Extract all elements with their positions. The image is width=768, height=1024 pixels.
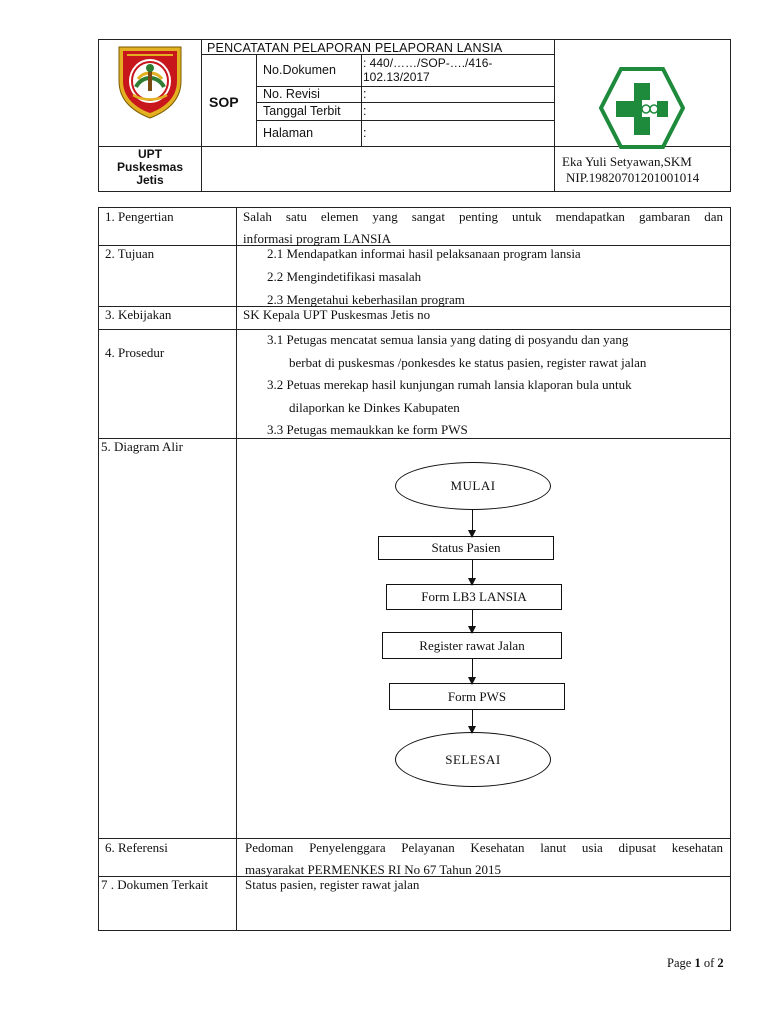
section-label-pengertian: 1. Pengertian <box>105 209 174 224</box>
org-name-line: UPT <box>138 147 162 161</box>
tujuan-item: 2.1 Mendapatkan informai hasil pelaksanaan program lansia <box>267 246 581 261</box>
column-divider <box>236 208 237 931</box>
section-pengertian-text <box>243 209 723 247</box>
prosedur-line: 3.1 Petugas mencatat semua lansia yang dating di posyandu dan yang <box>267 332 629 347</box>
field-value-line: 102.13/2017 <box>363 70 430 84</box>
org-name-line: Jetis <box>136 173 164 187</box>
page-of: of <box>703 956 715 970</box>
flowchart-start-oval <box>395 462 551 510</box>
header-divider <box>256 55 257 147</box>
section-label-prosedur: 4. Prosedur <box>105 345 165 360</box>
header-divider <box>201 40 202 192</box>
field-label-tanggal-terbit: Tanggal Terbit <box>263 104 341 118</box>
flowchart-step-label: Form PWS <box>447 688 507 704</box>
section-label-diagram-alir: 5. Diagram Alir <box>101 439 183 454</box>
page-word: Page <box>667 956 692 970</box>
row-divider <box>99 838 731 839</box>
org-name <box>99 148 201 187</box>
tujuan-item: 2.3 Mengetahui keberhasilan program <box>267 292 465 307</box>
prosedur-line: 3.2 Petuas merekap hasil kunjungan rumah lansia klaporan bula untuk <box>267 377 632 392</box>
page-current: 1 <box>694 956 701 970</box>
kebijakan-text: SK Kepala UPT Puskesmas Jetis no <box>243 307 431 322</box>
field-label-halaman: Halaman <box>263 126 314 140</box>
section-label-kebijakan: 3. Kebijakan <box>105 307 172 322</box>
section-label-tujuan: 2. Tujuan <box>105 246 155 261</box>
flowchart-step-label: Form LB3 LANSIA <box>421 589 527 604</box>
header-divider <box>256 120 554 121</box>
section-referensi-text <box>245 840 723 878</box>
page-total: 2 <box>717 956 724 970</box>
sop-content-table <box>98 207 731 931</box>
field-value-no-dokumen <box>363 56 492 84</box>
tujuan-item: 2.2 Mengindetifikasi masalah <box>267 269 422 284</box>
field-label-no-revisi: No. Revisi <box>263 87 320 101</box>
flowchart-arrow <box>472 510 473 536</box>
sop-label: SOP <box>209 94 239 110</box>
prosedur-line: dilaporkan ke Dinkes Kabupaten <box>289 400 460 415</box>
puskesmas-logo <box>599 67 685 149</box>
prosedur-line: berbat di puskesmas /ponkesdes ke status pasien, register rawat jalan <box>289 355 647 370</box>
flowchart-step-form-pws <box>389 683 565 710</box>
header-divider <box>256 102 554 103</box>
header-divider <box>361 55 362 147</box>
flowchart-arrow <box>472 659 473 683</box>
signer-block <box>562 154 699 186</box>
flowchart-step-status-pasien <box>378 536 554 560</box>
field-value-tanggal-terbit: : <box>363 104 367 118</box>
paragraph-line: masyarakat PERMENKES RI No 67 Tahun 2015 <box>245 862 501 877</box>
signer-name: Eka Yuli Setyawan,SKM <box>562 154 692 169</box>
flowchart-step-form-lb3 <box>386 584 562 610</box>
header-divider <box>554 40 555 192</box>
flowchart-step-label: Register rawat Jalan <box>419 637 525 653</box>
signer-nip: NIP.19820701201001014 <box>566 170 700 185</box>
prosedur-line: 3.3 Petugas memaukkan ke form PWS <box>267 422 468 437</box>
flowchart-step-label: Status Pasien <box>431 540 501 555</box>
section-label-dokumen-terkait: 7 . Dokumen Terkait <box>101 877 209 892</box>
field-value-halaman: : <box>363 126 367 140</box>
page-number <box>667 956 724 971</box>
regional-emblem-logo <box>113 41 187 119</box>
paragraph-line: Pedoman Penyelenggara Pelayanan Kesehatan lanut usia dipusat kesehatan <box>245 840 723 855</box>
dokumen-terkait-text: Status pasien, register rawat jalan <box>245 877 420 892</box>
document-title: PENCATATAN PELAPORAN PELAPORAN LANSIA <box>207 41 503 55</box>
org-name-line: Puskesmas <box>116 160 184 174</box>
field-label-no-dokumen: No.Dokumen <box>263 63 336 77</box>
document-header <box>98 39 731 192</box>
section-label-referensi: 6. Referensi <box>105 840 168 855</box>
paragraph-line: Salah satu elemen yang sangat penting untuk mendapatkan gambaran dan <box>243 209 723 224</box>
flowchart-end-oval <box>395 732 551 787</box>
row-divider <box>99 438 731 439</box>
flowchart-step-register-rawat-jalan <box>382 632 562 659</box>
flowchart-start-label: MULAI <box>450 478 496 493</box>
flowchart-arrow <box>472 710 473 732</box>
field-value-no-revisi: : <box>363 87 367 101</box>
flowchart-arrow <box>472 560 473 584</box>
flowchart-end-label: SELESAI <box>445 751 501 767</box>
flowchart-arrow <box>472 610 473 632</box>
field-value-line: : 440/……/SOP-…./416- <box>363 56 493 70</box>
paragraph-line: informasi program LANSIA <box>243 231 392 246</box>
row-divider <box>99 329 731 330</box>
